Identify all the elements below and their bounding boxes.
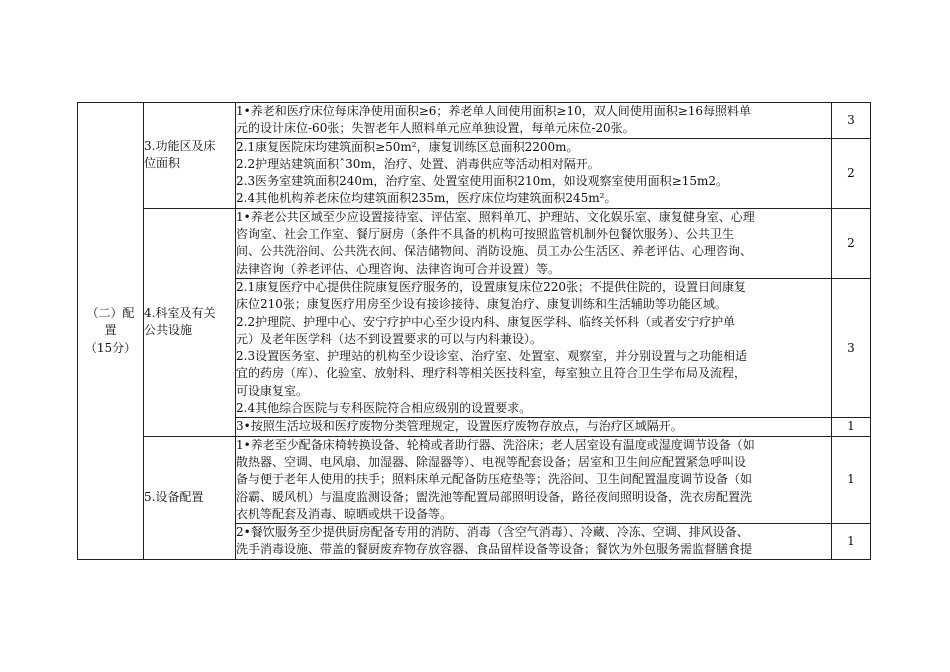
score-cell: 1 bbox=[832, 436, 871, 523]
text-line: 1•养老公共区域至少应设置接待室、评估室、照料单兀、护理站、文化娱乐室、康复健身室、心理 bbox=[236, 209, 755, 224]
item-label-equipment: 5.设备配置 bbox=[144, 436, 236, 559]
requirement-text bbox=[236, 418, 832, 436]
table-row bbox=[78, 103, 871, 139]
text-line: 法律咨询（养老评估、心理咨询、法律咨询可合并设置）等。 bbox=[236, 261, 561, 276]
text-line: 2•餐饮服务至少提供厨房配备专用的消防、消毒（含空气消毒）、冷藏、冷冻、空调、排风设备、 bbox=[236, 525, 749, 540]
item-label-area: 3.功能区及床 位面积 bbox=[144, 103, 236, 209]
text-line: 2.2护理院、护理中心、安宁疗护中心至少设内科、康复医学科、临终关怀科（或者安宁疗护单 bbox=[236, 314, 736, 329]
table-row bbox=[78, 208, 871, 278]
text-line: 散热器、空调、电风扇、加湿器、除湿器等）、电视等配套设备；居室和卫生间应配置紧急呼叫设 bbox=[236, 454, 747, 469]
text-line: 咨询室、社会工作室、餐厅厨房（条件不具备的机构可按照监管机制外包餐饮服务）、公共卫生 bbox=[236, 227, 735, 242]
text-line: 1•养老和医疗床位每床净使用面积≥6；养老单人间使用面积≥10，双人间使用面积≥16每照料单 bbox=[236, 104, 752, 118]
text-line: 间、公共洗浴间、公共洗衣间、保洁储物间、消防设施、员工办公生活区、养老评估、心理咨询、 bbox=[236, 244, 753, 259]
requirement-text bbox=[236, 436, 832, 523]
standards-table bbox=[77, 102, 871, 560]
text-line: 元）及老年医学科（达不到设置要求的可以与内科兼设）。 bbox=[236, 331, 543, 346]
section-label-config: （二）配 置 （15分） bbox=[78, 103, 144, 560]
item-label-facilities: 4.科室及有关 公共设施 bbox=[144, 208, 236, 436]
text-line: 备与便于老年人使用的扶手；照料床单元配备防压疮垫等；洗浴间、卫生间配置温度调节设备（如 bbox=[236, 472, 753, 487]
score-cell: 1 bbox=[832, 524, 871, 560]
requirement-text bbox=[236, 208, 832, 278]
requirement-text bbox=[236, 103, 832, 139]
text-line: 衣机等配套及消毒、晾晒或烘干设备等。 bbox=[236, 506, 453, 521]
text-line: 2.3医务室建筑面积240m，治疗室、处置室使用面积210m，如设观察室使用面积≥15m2。 bbox=[236, 174, 728, 189]
requirement-text bbox=[236, 278, 832, 417]
text-line: 2.1康复医疗中心提供住院康复医疗服务的，设置康复床位220张；不提供住院的，设置日间康复 bbox=[236, 279, 746, 294]
text-line: 床位210张；康复医疗用房至少设有接诊接待、康复治疗、康复训练和生活辅助等功能区域。 bbox=[236, 297, 727, 312]
score-cell: 1 bbox=[832, 418, 871, 436]
text-line: 2.1康复医院床均建筑面积≥50m²，康复训练区总面积2200m。 bbox=[236, 139, 579, 154]
text-line: 洗手消毒设施、带盖的餐厨废弃物存放容器、食品留样设备等设备；餐饮为外包服务需监督膳食提 bbox=[236, 542, 753, 557]
requirement-text bbox=[236, 524, 832, 560]
text-line: 2.2护理站建筑面积ˆ30m，治疗、处置、消毒供应等活动相对隔开。 bbox=[236, 156, 600, 171]
text-line: 2.3设置医务室、护理站的机构至少设诊室、治疗室、处置室、观察室，并分别设置与之功能相适 bbox=[236, 349, 748, 364]
text-line: 2.4其他机构养老床位均建筑面积235m，医疗床位均建筑面积245m²。 bbox=[236, 191, 617, 206]
text-line: 2.4其他综合医院与专科医院符合相应级别的设置要求。 bbox=[236, 401, 532, 416]
text-line: 浴霸、暖风机）与温度监测设备；盥洗池等配置局部照明设备，路径夜间照明设备，洗衣房配置洗 bbox=[236, 489, 753, 504]
text-line: 元的设计床位-60张；失智老年人照料单元应单独设置，每单元床位-20张。 bbox=[236, 121, 635, 136]
score-cell: 3 bbox=[832, 103, 871, 139]
text-line: 3•按照生活垃圾和医疗废物分类管理规定，设置医疗废物存放点，与治疗区域隔开。 bbox=[236, 419, 683, 434]
text-line: 可设康复室。 bbox=[236, 383, 309, 398]
table-row bbox=[78, 436, 871, 523]
text-line: 宜的药房（库）、化验室、放射科、理疗科等相关医技科室，每室独立且符合卫生学布局及流程， bbox=[236, 366, 747, 381]
score-cell: 3 bbox=[832, 278, 871, 417]
text-line: 1•养老至少配备床椅转换设备、轮椅或者助行器、洗浴床；老人居室设有温度或湿度调节设备（如 bbox=[236, 437, 755, 452]
score-cell: 2 bbox=[832, 208, 871, 278]
score-cell: 2 bbox=[832, 138, 871, 208]
requirement-text bbox=[236, 138, 832, 208]
